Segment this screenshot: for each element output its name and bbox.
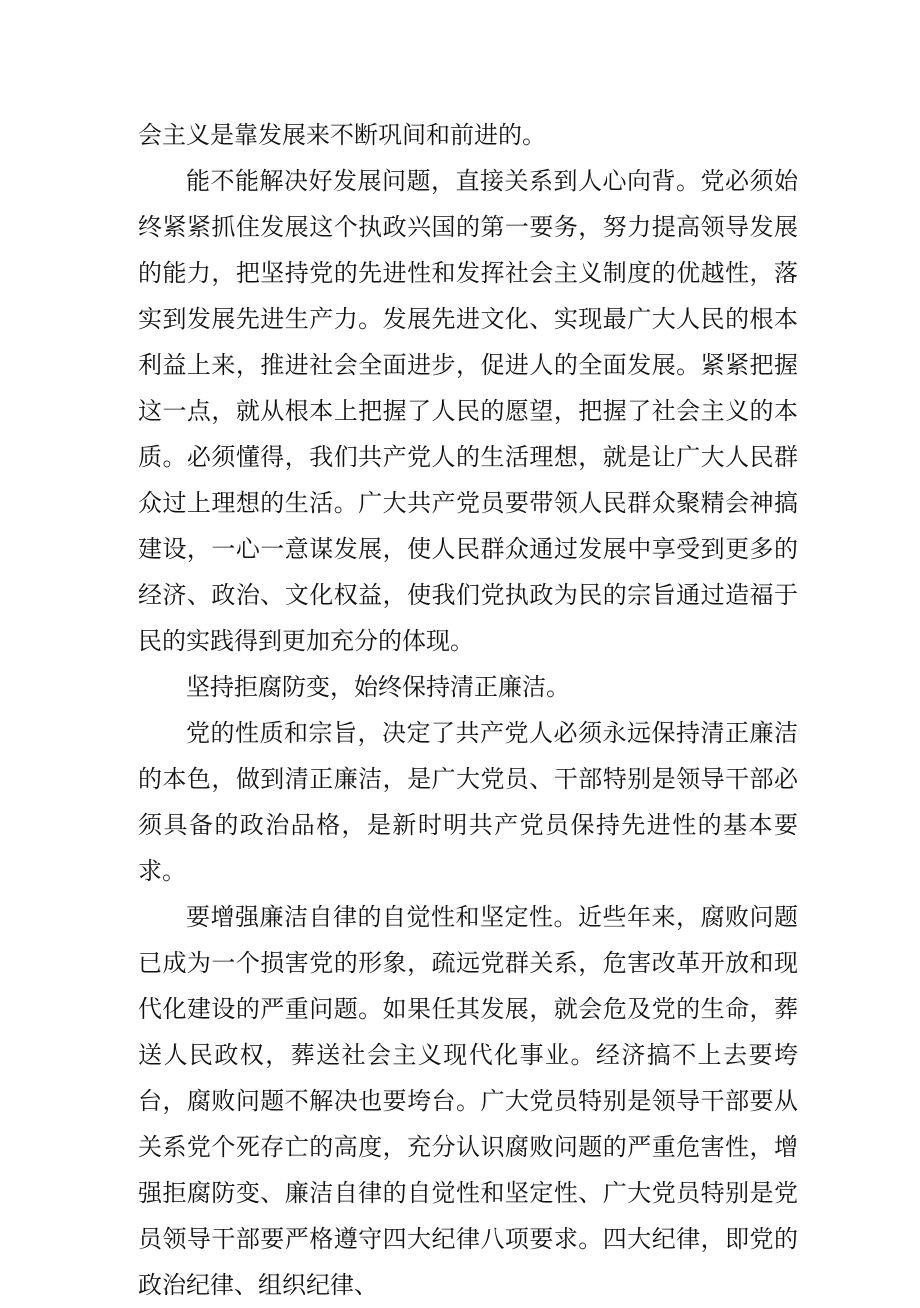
paragraph-3-heading: 坚持拒腐防变，始终保持清正廉洁。 [186, 673, 570, 701]
paragraph-1: 会主义是靠发展来不断巩间和前进的。 [138, 121, 546, 149]
body-text [138, 112, 798, 1308]
paragraph-2: 能不能解决好发展问题，直接关系到人心向背。党必须始终紧紧抓住发展这个执政兴国的第一要务，努力提高领导发展的能力，把坚持党的先进性和发挥社会主义制度的优越性，落实到发展先进生产力。发展先进文化、实现最广大人民的根本利益上来，推进社会全面进步，促进人的全面发展。紧紧把握这一点，就从根本上把握了人民的愿望，把握了社会主义的本质。必须懂得，我们共产党人的生活理想，就是让广大人民群众过上理想的生活。广大共产党员要带领人民群众聚精会神搞建设，一心一意谋发展，使人民群众通过发展中享受到更多的经济、政治、文化权益，使我们党执政为民的宗旨通过造福于民的实践得到更加充分的体现。 [138, 167, 798, 655]
paragraph-4: 党的性质和宗旨，决定了共产党人必须永远保持清正廉洁的本色，做到清正廉洁，是广大党员、干部特别是领导干部必须具备的政治品格，是新时明共产党员保持先进性的基本要求。 [138, 719, 798, 885]
paragraph-5: 要增强廉洁自律的自觉性和坚定性。近些年来，腐败问题已成为一个损害党的形象，疏远党群关系，危害改革开放和现代化建设的严重问题。如果任其发展，就会危及党的生命，葬送人民政权，葬送社会主义现代化事业。经济搞不上去要垮台，腐败问题不解决也要垮台。广大党员特别是领导干部要从关系党个死存亡的高度，充分认识腐败问题的严重危害性，增强拒腐防变、廉洁自律的自觉性和坚定性、广大党员特别是党员领导干部要严格遵守四大纪律八项要求。四大纪律，即党的政治纪律、组织纪律、 [138, 903, 798, 1299]
